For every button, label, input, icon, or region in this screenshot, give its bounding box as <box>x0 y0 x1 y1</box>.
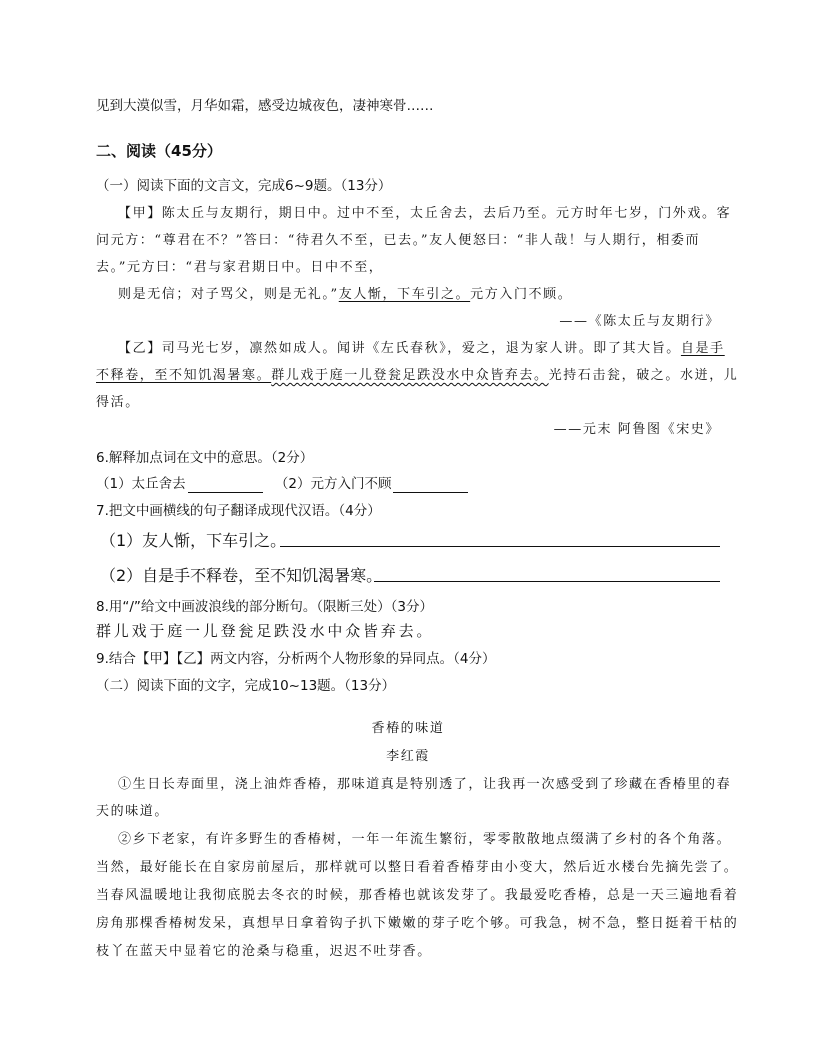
passage-yi-underlined-start: 自是手 <box>680 341 725 356</box>
passage-yi-line-3: 得活。 <box>96 395 140 410</box>
passage-jia-line-4-post: 元方入门不顾。 <box>470 287 573 302</box>
passage-jia-source: ——《陈太丘与友期行》 <box>559 314 720 329</box>
q7-prompt: 7.把文中画横线的句子翻译成现代汉语。（4分） <box>96 503 381 519</box>
intro-line: 见到大漠似雪，月华如霜，感受边城夜色，凄神寒骨…… <box>96 98 434 114</box>
passage-yi-underlined-end: 不释卷，至不知饥渴暑寒。 <box>96 368 272 383</box>
passage-jia-line-2: 问元方：“尊君在不？”答曰：“待君久不至，已去。”友人便怒曰：“非人哉！与人期行，相委而 <box>96 233 701 248</box>
passage-jia-underlined-sentence: 友人惭，下车引之。 <box>338 287 471 302</box>
passage-jia-line-1: 【甲】陈太丘与友期行，期日中。过中不至，太丘舍去，去后乃至。元方时年七岁，门外戏。客 <box>118 206 732 221</box>
q7-answer-line-1[interactable] <box>280 546 720 547</box>
q6-items <box>96 475 468 493</box>
article-title: 香椿的味道 <box>371 721 445 736</box>
section-heading: 二、阅读（45分） <box>96 142 222 160</box>
q6-answer-blank-1[interactable] <box>188 478 263 493</box>
q8-prompt: 8.用“/”给文中画波浪线的部分断句。（限断三处）（3分） <box>96 599 434 615</box>
article-line-2: 天的味道。 <box>96 804 170 819</box>
passage-yi-wavy-sentence: 群儿戏于庭一儿登瓮足跌没水中众皆弃去。 <box>271 368 549 383</box>
q7-answer-line-2[interactable] <box>374 581 720 582</box>
article-line-5: 当春风温暖地让我彻底脱去冬衣的时候，那香椿也就该发芽了。我最爱吃香椿，总是一天三遍地看着 <box>96 888 739 903</box>
part1-intro: （一）阅读下面的文言文，完成6~9题。（13分） <box>96 178 392 194</box>
q7-item-2: （2）自是手不释卷，至不知饥渴暑寒。 <box>100 566 383 585</box>
passage-yi-line-1-pre: 【乙】司马光七岁，凛然如成人。闻讲《左氏春秋》，爱之，退为家人讲。即了其大旨。 <box>118 341 681 356</box>
q9-prompt: 9.结合【甲】【乙】两文内容，分析两个人物形象的异同点。（4分） <box>96 651 496 667</box>
q6-answer-blank-2[interactable] <box>393 478 468 493</box>
q7-item-1: （1）友人惭，下车引之。 <box>100 531 287 550</box>
passage-jia-line-3: 去。”元方曰：“君与家君期日中。日中不至， <box>96 260 384 275</box>
passage-yi-line-2-post: 光持石击瓮，破之。水迸，儿 <box>548 368 739 383</box>
article-line-6: 房角那棵香椿树发呆，真想早日拿着钩子扒下嫩嫩的芽子吃个够。可我急，树不急，整日挺着干枯的 <box>96 916 739 931</box>
q6-item-1: （1）太丘舍去 <box>96 476 186 492</box>
passage-jia-line-4 <box>118 286 572 304</box>
article-line-1: ①生日长寿面里，浇上油炸香椿，那味道真是特别透了，让我再一次感受到了珍藏在香椿里的春 <box>118 777 732 792</box>
passage-yi-line-1 <box>118 340 725 358</box>
article-line-7: 枝丫在蓝天中显着它的沧桑与稳重，迟迟不吐芽香。 <box>96 944 432 959</box>
article-author: 李红霞 <box>386 749 430 764</box>
passage-yi-source: ——元末 阿鲁图《宋史》 <box>553 422 720 437</box>
q6-prompt: 6.解释加点词在文中的意思。（2分） <box>96 450 314 466</box>
part2-intro: （二）阅读下面的文字，完成10~13题。（13分） <box>96 678 396 694</box>
passage-yi-line-2 <box>96 367 738 385</box>
q6-item-2: （2）元方入门不顾 <box>274 476 392 492</box>
q8-sentence: 群儿戏于庭一儿登瓮足跌没水中众皆弃去。 <box>96 622 435 640</box>
passage-jia-line-4-pre: 则是无信；对子骂父，则是无礼。” <box>118 287 339 302</box>
article-line-4: 当然，最好能长在自家房前屋后，那样就可以整日看着香椿芽由小变大，然后近水楼台先摘先尝了。 <box>96 860 739 875</box>
article-line-3: ②乡下老家，有许多野生的香椿树，一年一年流生繁衍，零零散散地点缀满了乡村的各个角落。 <box>118 832 732 847</box>
